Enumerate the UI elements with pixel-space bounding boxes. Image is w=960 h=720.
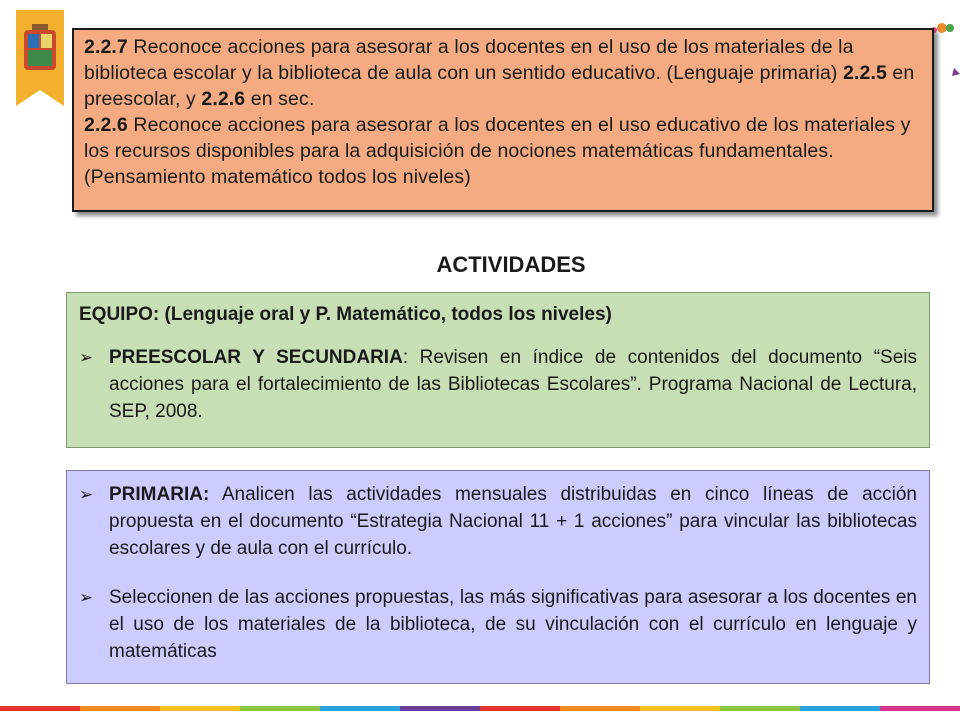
objective-text: en preescolar, y — [84, 62, 915, 110]
list-item — [79, 584, 917, 665]
team-box — [66, 292, 930, 448]
bullet-body: Seleccionen de las acciones propuestas, las más significativas para asesorar a los docentes en el uso de los materiales de la biblioteca, de su vinculación con el currículo en lenguaje y matemáticas — [109, 587, 917, 662]
primary-box — [66, 470, 930, 684]
bullet-text — [109, 344, 917, 425]
objective-text: Reconoce acciones para asesorar a los docentes en el uso educativo de los materiales y los recursos disponibles para la adquisición de nociones matemáticas fundamentales. (Pensamiento matemático todos los niveles) — [84, 114, 911, 188]
list-item — [79, 344, 917, 425]
coat-of-arms-icon — [16, 10, 64, 106]
team-label: EQUIPO: (Lenguaje oral y P. Matemático, todos los niveles) — [79, 304, 612, 325]
arrow-bullet-icon: ➢ — [79, 588, 94, 607]
objectives-box — [72, 28, 934, 212]
bullet-body: Analicen las actividades mensuales distribuidas en cinco líneas de acción propuesta en el documento “Estrategia Nacional 11 + 1 acciones” para vincular las bibliotecas escolares y de aula con el currículo. — [109, 484, 917, 559]
objective-text: en sec. — [245, 88, 315, 110]
bullet-body: : Revisen en índice de contenidos del documento “Seis acciones para el fortalecimiento de las Bibliotecas Escolares”. Programa Nacional de Lectura, SEP, 2008. — [109, 347, 917, 422]
arrow-bullet-icon: ➢ — [79, 348, 94, 367]
ribbon-badge — [16, 10, 64, 106]
arrow-bullet-icon: ➢ — [79, 485, 94, 504]
objective-code: 2.2.5 — [843, 62, 887, 84]
objective-code: 2.2.7 — [84, 36, 128, 58]
objective-text: Reconoce acciones para asesorar a los docentes en el uso de los materiales de la biblioteca escolar y la biblioteca de aula con un sentido educativo. (Lenguaje primaria) — [84, 36, 854, 84]
bullet-text — [109, 481, 917, 562]
objective-code: 2.2.6 — [84, 114, 128, 136]
bullet-label: PREESCOLAR Y SECUNDARIA — [109, 347, 403, 368]
list-item — [79, 481, 917, 562]
objective-2-2-7 — [84, 34, 922, 112]
objective-code: 2.2.6 — [201, 88, 246, 110]
objective-2-2-6 — [84, 112, 922, 190]
page-heading: ACTIVIDADES — [436, 252, 586, 277]
bullet-label: PRIMARIA: — [109, 484, 210, 505]
footer-color-stripe — [0, 706, 960, 711]
